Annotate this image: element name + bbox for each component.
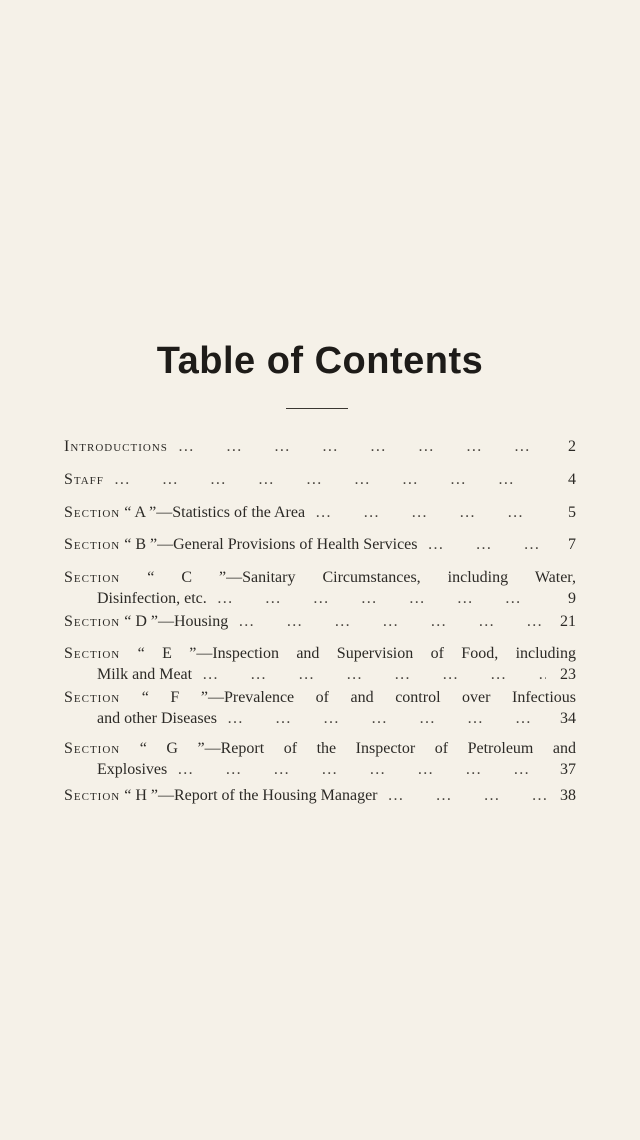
toc-label: Staff <box>64 471 104 488</box>
toc-page-number: 5 <box>568 504 576 521</box>
toc-label-continuation: Disinfection, etc. <box>97 590 207 607</box>
toc-entry-section-h[interactable] <box>64 785 576 806</box>
toc-entry-section-f[interactable] <box>64 687 576 729</box>
toc-page-number: 37 <box>560 761 576 778</box>
toc-label: “ C ”—Sanitary Circumstances, including Water, <box>147 569 576 586</box>
leader-dots <box>428 534 547 555</box>
leader-dots <box>202 664 546 685</box>
toc-section-prefix: Section <box>64 536 121 553</box>
leader-dots <box>217 588 546 609</box>
toc-section-prefix: Section <box>64 645 121 662</box>
leader-dots <box>227 708 546 729</box>
toc-label-continuation: Explosives <box>97 761 168 778</box>
toc-page-number: 9 <box>568 590 576 607</box>
toc-label: “ H ”—Report of the Housing Manager <box>124 787 378 804</box>
leader-dots <box>315 502 546 523</box>
toc-label: Introductions <box>64 438 168 455</box>
toc-label: “ E ”—Inspection and Supervision of Food, including <box>137 645 577 662</box>
toc-section-prefix: Section <box>64 613 121 630</box>
toc-section-prefix: Section <box>64 504 121 521</box>
leader-dots <box>178 436 546 457</box>
toc-entry-introductions[interactable] <box>64 436 576 457</box>
leader-dots <box>114 469 546 490</box>
leader-dots <box>388 785 547 806</box>
toc-entry-section-e[interactable] <box>64 643 576 685</box>
toc-entry-section-g[interactable] <box>64 738 576 780</box>
toc-entry-section-b[interactable] <box>64 534 576 555</box>
toc-section-prefix: Section <box>64 740 121 757</box>
toc-entry-section-d[interactable] <box>64 611 576 632</box>
toc-entry-staff[interactable] <box>64 469 576 490</box>
toc-label: “ B ”—General Provisions of Health Services <box>124 536 418 553</box>
toc-entry-section-c[interactable] <box>64 567 576 609</box>
toc-page-number: 2 <box>568 438 576 455</box>
page-title: Table of Contents <box>156 340 484 382</box>
toc-page-number: 38 <box>560 787 576 804</box>
toc-label: “ F ”—Prevalence of and control over Infectious <box>141 689 577 706</box>
toc-page-number: 4 <box>568 471 576 488</box>
toc-entry-section-a[interactable] <box>64 502 576 523</box>
toc-page-number: 34 <box>560 710 576 727</box>
toc-label-continuation: and other Diseases <box>97 710 217 727</box>
toc-section-prefix: Section <box>64 689 121 706</box>
toc-label: “ D ”—Housing <box>124 613 229 630</box>
toc-page-number: 21 <box>560 613 576 630</box>
toc-page-number: 23 <box>560 666 576 683</box>
leader-dots <box>177 759 546 780</box>
toc-label-continuation: Milk and Meat <box>97 666 193 683</box>
toc-label: “ A ”—Statistics of the Area <box>124 504 306 521</box>
leader-dots <box>238 611 546 632</box>
toc-label: “ G ”—Report of the Inspector of Petroleum and <box>139 740 577 757</box>
title-rule <box>286 408 348 409</box>
toc-page-number: 7 <box>568 536 576 553</box>
toc-section-prefix: Section <box>64 569 121 586</box>
toc-section-prefix: Section <box>64 787 121 804</box>
